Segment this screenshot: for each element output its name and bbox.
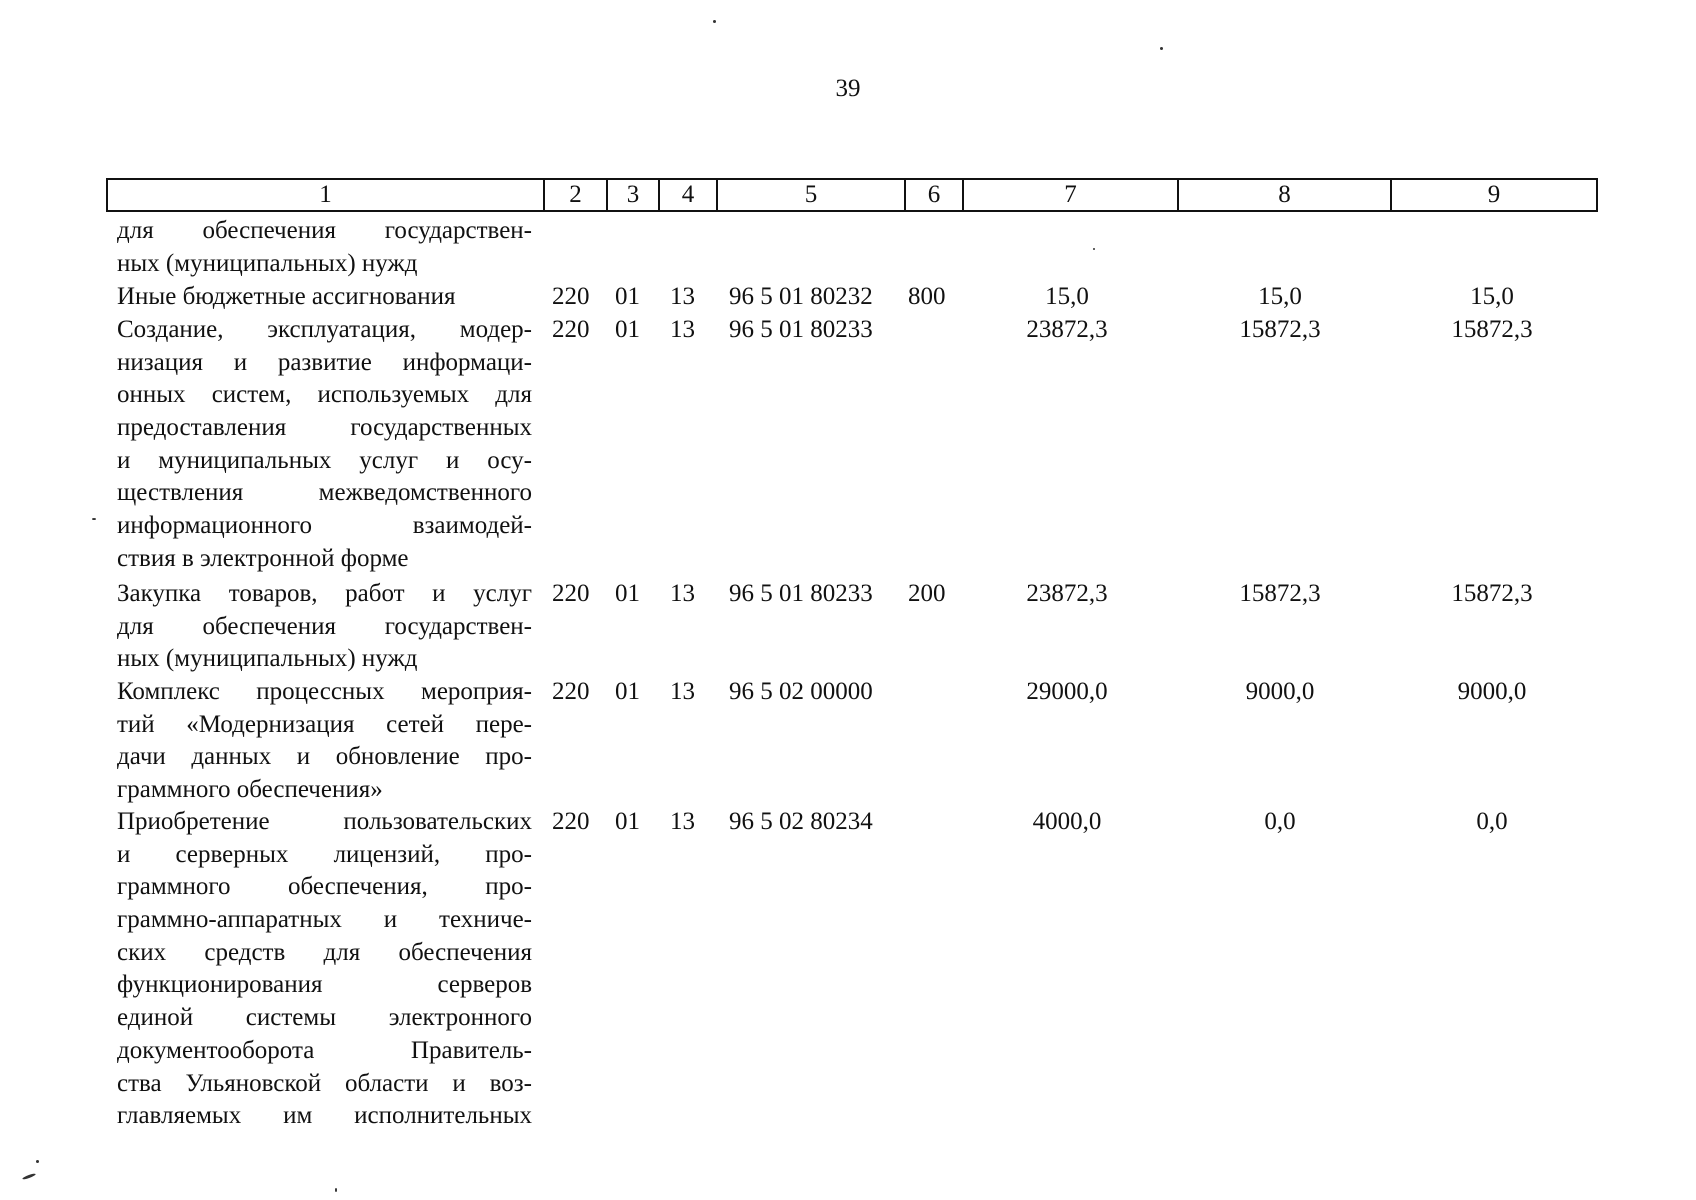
table-header-row	[106, 178, 1598, 212]
cell-col-6: 200	[908, 580, 946, 607]
scan-speck	[713, 20, 716, 23]
cell-col-7: 15,0	[1045, 283, 1089, 310]
cell-col-4: 13	[670, 316, 695, 343]
row-description	[117, 806, 532, 1133]
scan-speck	[1160, 47, 1163, 50]
cell-col-2: 220	[552, 316, 590, 343]
description-line: предоставления государственных	[117, 414, 532, 442]
header-col-2: 2	[545, 180, 608, 210]
cell-col-9: 0,0	[1476, 808, 1508, 835]
header-col-3: 3	[608, 180, 660, 210]
header-col-6: 6	[906, 180, 964, 210]
description-line: низация и развитие информаци-	[117, 348, 532, 376]
scan-speck	[92, 518, 96, 520]
cell-col-4: 13	[670, 808, 695, 835]
header-col-8: 8	[1179, 180, 1392, 210]
description-line: Создание, эксплуатация, модер-	[117, 316, 532, 343]
cell-col-5: 96 5 01 80233	[729, 580, 873, 607]
cell-col-3: 01	[615, 580, 640, 607]
scan-speck	[36, 1160, 39, 1163]
scan-speck	[1093, 248, 1095, 250]
header-col-9: 9	[1487, 181, 1501, 208]
scan-speck	[22, 1173, 36, 1181]
cell-col-8: 0,0	[1264, 808, 1296, 835]
cell-col-9: 15872,3	[1451, 580, 1533, 607]
description-line: ных (муниципальных) нужд	[117, 645, 418, 673]
cell-col-8: 9000,0	[1245, 678, 1315, 705]
scan-speck	[335, 1188, 337, 1192]
description-line: граммного обеспечения»	[117, 776, 383, 804]
row-description	[117, 314, 532, 576]
cell-col-3: 01	[615, 283, 640, 310]
description-line: ных (муниципальных) нужд	[117, 249, 418, 277]
cell-col-7: 29000,0	[1026, 678, 1108, 705]
cell-col-9: 9000,0	[1457, 678, 1527, 705]
description-line: Приобретение пользовательских	[117, 808, 532, 835]
cell-col-4: 13	[670, 580, 695, 607]
description-line: онных систем, используемых для	[117, 381, 532, 409]
row-description	[117, 578, 532, 676]
cell-col-2: 220	[552, 678, 590, 705]
description-line: Иные бюджетные ассигнования	[117, 283, 456, 310]
cell-col-8: 15872,3	[1239, 316, 1321, 343]
cell-col-3: 01	[615, 808, 640, 835]
description-line: функционирования серверов	[117, 971, 532, 999]
cell-col-5: 96 5 01 80233	[729, 316, 873, 343]
description-line: для обеспечения государствен-	[117, 612, 532, 640]
cell-col-5: 96 5 01 80232	[729, 283, 873, 310]
header-col-4: 4	[660, 180, 718, 210]
description-line: Закупка товаров, работ и услуг	[117, 580, 532, 607]
description-line: информационного взаимодей-	[117, 512, 532, 540]
row-description	[117, 281, 532, 314]
cell-col-2: 220	[552, 283, 590, 310]
cell-col-5: 96 5 02 80234	[729, 808, 873, 835]
cell-col-8: 15,0	[1258, 283, 1302, 310]
description-line: граммно-аппаратных и техниче-	[117, 906, 532, 934]
cell-col-8: 15872,3	[1239, 580, 1321, 607]
description-line: и серверных лицензий, про-	[117, 840, 532, 868]
cell-col-3: 01	[615, 678, 640, 705]
row-description	[117, 215, 532, 280]
description-line: для обеспечения государствен-	[117, 217, 532, 244]
description-line: ствия в электронной форме	[117, 544, 409, 572]
description-line: тий «Модернизация сетей пере-	[117, 710, 532, 738]
cell-col-7: 4000,0	[1032, 808, 1102, 835]
cell-col-7: 23872,3	[1026, 580, 1108, 607]
cell-col-6: 800	[908, 283, 946, 310]
page-number: 39	[835, 75, 861, 102]
description-line: дачи данных и обновление про-	[117, 743, 532, 771]
header-col-1: 1	[108, 180, 545, 210]
description-line: главляемых им исполнительных	[117, 1102, 532, 1130]
cell-col-3: 01	[615, 316, 640, 343]
description-line: ства Ульяновской области и воз-	[117, 1069, 532, 1097]
description-line: граммного обеспечения, про-	[117, 873, 532, 901]
cell-col-2: 220	[552, 580, 590, 607]
cell-col-7: 23872,3	[1026, 316, 1108, 343]
cell-col-4: 13	[670, 283, 695, 310]
description-line: ществления межведомственного	[117, 479, 532, 507]
cell-col-5: 96 5 02 00000	[729, 678, 873, 705]
header-col-5: 5	[718, 180, 906, 210]
description-line: документооборота Правитель-	[117, 1036, 532, 1064]
cell-col-4: 13	[670, 678, 695, 705]
description-line: Комплекс процессных мероприя-	[117, 678, 532, 705]
description-line: единой системы электронного	[117, 1004, 532, 1032]
cell-col-9: 15,0	[1470, 283, 1514, 310]
cell-col-2: 220	[552, 808, 590, 835]
row-description	[117, 676, 532, 807]
header-col-7: 7	[964, 180, 1179, 210]
cell-col-9: 15872,3	[1451, 316, 1533, 343]
description-line: ских средств для обеспечения	[117, 938, 532, 966]
description-line: и муниципальных услуг и осу-	[117, 446, 532, 474]
